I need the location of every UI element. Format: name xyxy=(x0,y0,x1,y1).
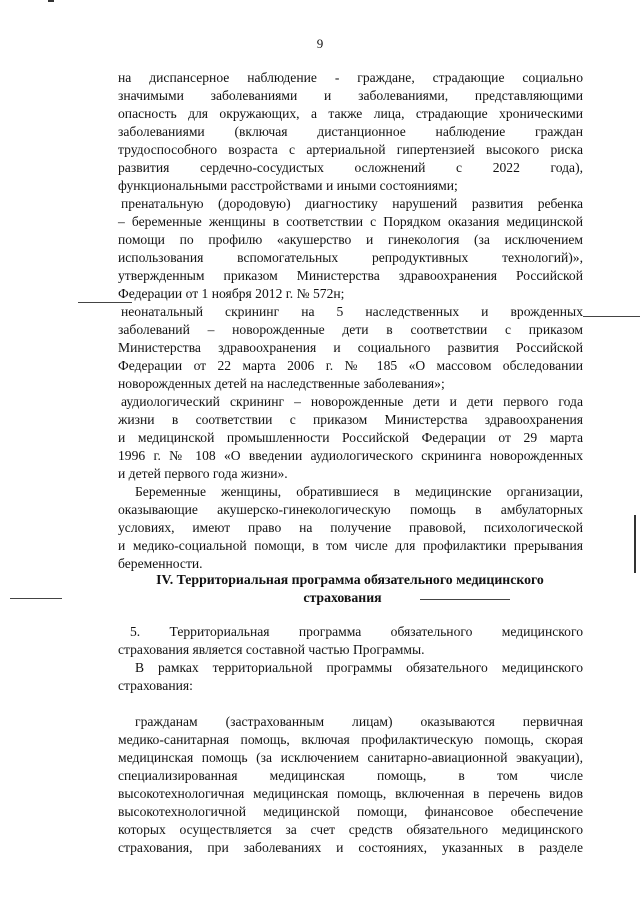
body-line: Федерации от 1 ноября 2012 г. № 572н; xyxy=(118,286,345,301)
body-line: на диспансерное наблюдение - граждане, страдающие социально xyxy=(118,70,583,85)
scan-mark xyxy=(634,515,636,573)
body-line: новорожденных детей на наследственные заболевания»; xyxy=(118,376,445,391)
body-line: медико-санитарная помощь, включая профилактическую помощь, скорая xyxy=(118,732,583,747)
body-line: страхования является составной частью Программы. xyxy=(118,642,425,657)
body-line: и медицинской промышленности Российской Федерации от 29 марта xyxy=(118,430,583,445)
page-number: 9 xyxy=(316,36,324,51)
body-line: развития сердечно-сосудистых осложнений с 2022 года), xyxy=(118,160,583,175)
body-line: высокотехнологичная медицинская помощь, включенная в перечень видов xyxy=(118,786,583,801)
scan-line xyxy=(583,316,640,317)
body-line: и детей первого года жизни». xyxy=(118,466,288,481)
body-line: заболеваниями (включая дистанционное наблюдение граждан xyxy=(118,124,583,139)
body-line: значимыми заболеваниями и заболеваниями, представляющими xyxy=(118,88,583,103)
body-line: гражданам (застрахованным лицам) оказываются первичная xyxy=(135,714,583,729)
body-line: В рамках территориальной программы обязательного медицинского xyxy=(135,660,583,675)
body-line: утвержденным приказом Министерства здравоохранения Российской xyxy=(118,268,583,283)
section-heading-line2: страхования xyxy=(303,590,382,605)
body-line: трудоспособного возраста с артериальной гипертензией высокого риска xyxy=(118,142,583,157)
body-line: аудиологический скрининг – новорожденные дети и дети первого года xyxy=(121,394,583,409)
section-heading-2 xyxy=(0,589,640,607)
body-line: – беременные женщины в соответствии с Порядком оказания медицинской xyxy=(118,214,583,229)
body-line: условиях, имеют право на получение правовой, психологической xyxy=(118,520,583,535)
heading-rule-right xyxy=(420,599,510,600)
heading-rule-left xyxy=(10,598,62,599)
body-line: высокотехнологичной медицинской помощи, финансовое обеспечение xyxy=(118,804,583,819)
body-line: которых осуществляется за счет средств обязательного медицинского xyxy=(118,822,583,837)
body-line: использования вспомогательных репродуктивных технологий)», xyxy=(118,250,583,265)
body-line: страхования: xyxy=(118,678,193,693)
section-heading xyxy=(0,571,640,589)
section-heading-line1: IV. Территориальная программа обязательного медицинского xyxy=(156,572,544,587)
body-line: Федерации от 22 марта 2006 г. № 185 «О массовом обследовании xyxy=(118,358,583,373)
body-line: помощи по профилю «акушерство и гинекология (за исключением xyxy=(118,232,583,247)
body-line: опасность для окружающих, а также лица, страдающие хроническими xyxy=(118,106,583,121)
body-line: 5. Территориальная программа обязательного медицинского xyxy=(130,624,583,639)
body-line: 1996 г. № 108 «О введении аудиологического скрининга новорожденных xyxy=(118,448,583,463)
body-line: медицинская помощь (за исключением санитарно-авиационной эвакуации), xyxy=(118,750,583,765)
body-line: беременности. xyxy=(118,556,203,571)
body-line: специализированная медицинская помощь, в том числе xyxy=(118,768,583,783)
body-line: Беременные женщины, обратившиеся в медицинские организации, xyxy=(135,484,583,499)
scan-mark xyxy=(48,0,54,2)
body-line: пренатальную (дородовую) диагностику нарушений развития ребенка xyxy=(121,196,583,211)
body-line: жизни в соответствии с приказом Министерства здравоохранения xyxy=(118,412,583,427)
body-line: страхования, при заболеваниях и состояниях, указанных в разделе xyxy=(118,840,583,855)
body-line: оказывающие акушерско-гинекологическую помощь в амбулаторных xyxy=(118,502,583,517)
body-line: функциональными расстройствами и иными состояниями; xyxy=(118,178,458,193)
scan-line xyxy=(78,302,132,303)
body-line: заболеваний – новорожденные дети в соответствии с приказом xyxy=(118,322,583,337)
body-line: Министерства здравоохранения и социального развития Российской xyxy=(118,340,583,355)
body-line: и медико-социальной помощи, в том числе для профилактики прерывания xyxy=(118,538,583,553)
body-line: неонатальный скрининг на 5 наследственных и врожденных xyxy=(121,304,583,319)
